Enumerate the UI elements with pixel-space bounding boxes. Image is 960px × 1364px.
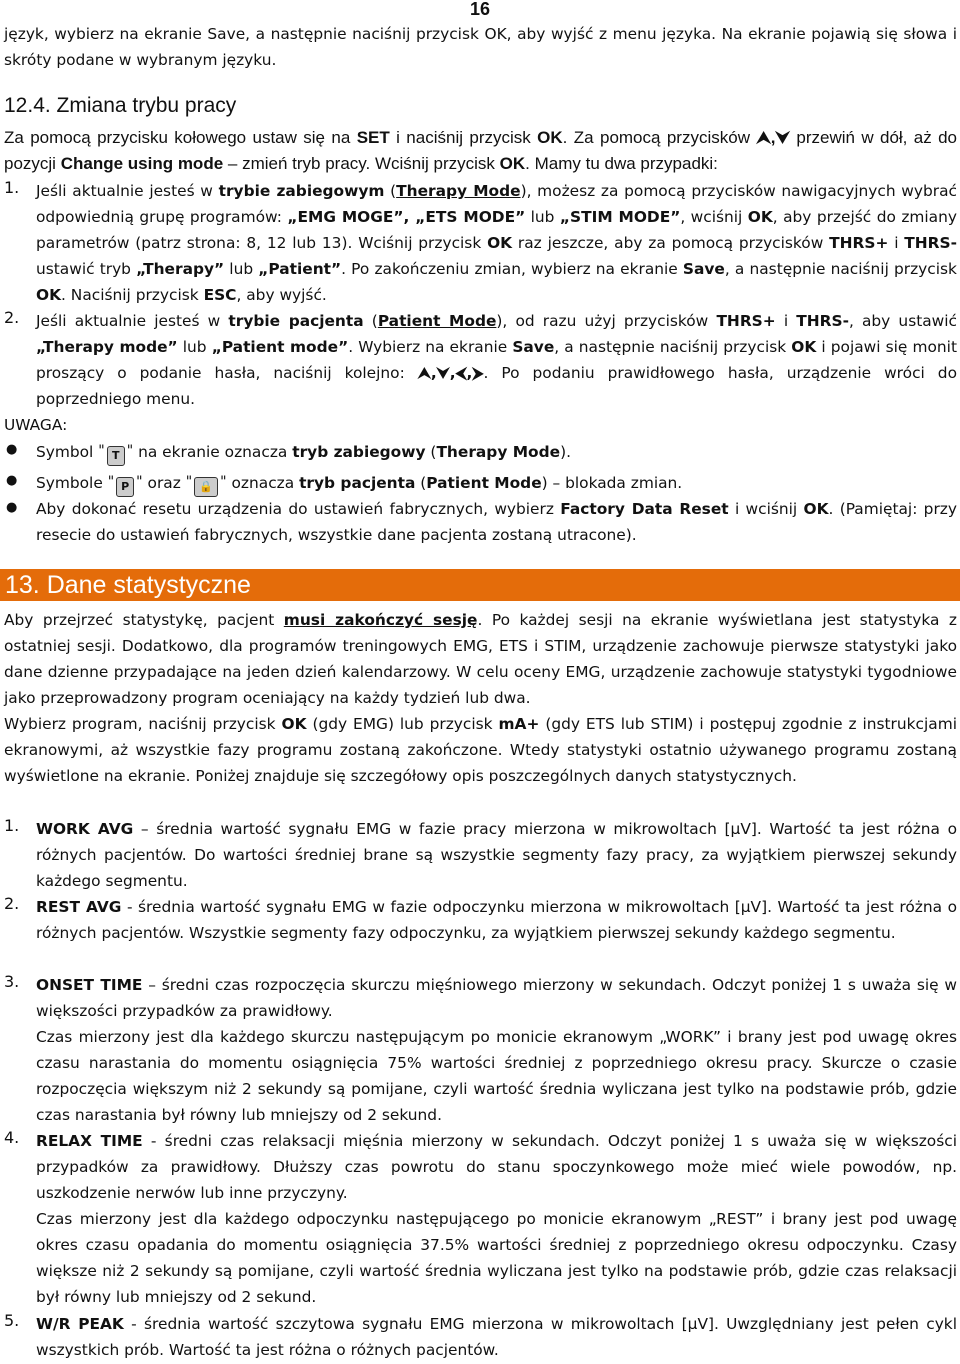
stats-item-number: 5. <box>4 1311 20 1330</box>
stats-paragraph-2: Wybierz program, naciśnij przycisk OK (gdy EMG) lub przycisk mA+ (gdy ETS lub STIM) i postępuj zgodnie z instrukcjami ekranowymi, aż wszystkie fazy programu zostaną zakończone. Wtedy statystyki ostatnio używanego programu zostaną wyświetlone na ekranie. Poniżej znajduje się szczegółowy opis poszczególnych danych statystycznych. <box>4 715 957 785</box>
bullet-icon: ● <box>6 442 18 457</box>
note-heading: UWAGA: <box>4 416 68 434</box>
arrow-up-down-icon: ⮝,⮟ <box>756 128 790 147</box>
stats-item-relax-time: RELAX TIME - średni czas relaksacji mięśnia mierzony w sekundach. Odczyt poniżej 1 s uważa się w większości przypadków za prawidłowy. Dłuższy czas powrotu do stanu spoczynkowego może mieć wiele powodów, np. uszkodzenie nerwów lub inne przyczyny. <box>36 1132 957 1202</box>
arrow-keys-icon: ⮝,⮟,⮜,⮞ <box>417 364 484 382</box>
section-heading-12-4: 12.4. Zmiana trybu pracy <box>4 94 237 117</box>
case-number: 2. <box>4 308 20 327</box>
stats-item-onset-time: ONSET TIME – średni czas rozpoczęcia skurczu mięśniowego mierzony w sekundach. Odczyt poniżej 1 s uważa się w większości przypadków za prawidłowy. <box>36 976 957 1020</box>
section-heading-13: 13. Dane statystyczne <box>5 571 251 599</box>
note-bullet-1: Symbol " T " na ekranie oznacza tryb zabiegowy (Therapy Mode). <box>36 438 957 466</box>
stats-item-relax-detail: Czas mierzony jest dla każdego odpoczynku następującego po monicie ekranowym „REST” i brany jest pod uwagę okres czasu opadania do momentu osiągnięcia 37.5% wartości średniej z poprzedniego okresu odpoczynku. Czasy większe niż 2 sekundy są pomijane, czyli wartość średnia wyliczana jest tylko na podstawie prób, gdzie czas relaksacji był równy lub mniejszy od 2 sekund. <box>36 1210 957 1306</box>
stats-item-number: 4. <box>4 1128 20 1147</box>
bullet-icon: ● <box>6 500 18 515</box>
case-2-text: Jeśli aktualnie jesteś w trybie pacjenta (Patient Mode), od razu użyj przycisków THRS+ i THRS-, aby ustawić „Therapy mode” lub „Patient mode”. Wybierz na ekranie Save, a następnie naciśnij przycisk OK i pojawi się monit proszący o podanie hasła, naciśnij kolejno: ⮝,⮟,⮜,⮞. Po podaniu prawidłowego hasła, urządzenie wróci do poprzedniego menu. <box>36 312 958 408</box>
stats-item-wr-peak: W/R PEAK - średnia wartość szczytowa sygnału EMG mierzona w mikrowoltach [μV]. Uwzględniany jest pełen cykl wszystkich prób. Wartość ta jest różna o różnych pacjentów. <box>36 1315 957 1359</box>
section-intro: Za pomocą przycisku kołowego ustaw się na SET i naciśnij przycisk OK. Za pomocą przycisków ⮝,⮟ przewiń w dół, aż do pozycji Change using mode – zmień tryb pracy. Wciśnij przycisk OK. Mamy tu dwa przypadki: <box>4 128 958 173</box>
page-number: 16 <box>469 0 491 19</box>
stats-item-number: 3. <box>4 972 20 991</box>
section-banner-13 <box>0 569 960 601</box>
note-bullet-3: Aby dokonać resetu urządzenia do ustawień fabrycznych, wybierz Factory Data Reset i wciśnij OK. (Pamiętaj: przy resecie do ustawień fabrycznych, wszystkie dane pacjenta zostaną utracone). <box>36 500 957 544</box>
stats-item-work-avg: WORK AVG – średnia wartość sygnału EMG w fazie pracy mierzona w mikrowoltach [μV]. Wartość ta jest różna o różnych pacjentów. Do wartości średniej brane są wszystkie segmenty fazy pracy, za wyjątkiem pierwszej sekundy każdego segmentu. <box>36 820 957 890</box>
top-paragraph: język, wybierz na ekranie Save, a następnie naciśnij przycisk OK, aby wyjść z menu języka. Na ekranie pojawią się słowa i skróty podane w wybranym języku. <box>4 25 957 69</box>
stats-item-number: 2. <box>4 894 20 913</box>
therapy-mode-icon: T <box>107 446 125 466</box>
lock-icon: 🔒 <box>194 477 218 497</box>
stats-item-onset-detail: Czas mierzony jest dla każdego skurczu następującym po monicie ekranowym „WORK” i brany jest pod uwagę okres czasu narastania do momentu osiągnięcia 75% wartości średniej z poprzedniego okresu pracy. Skurcze o czasie rozpoczęcia większym niż 2 sekundy są pomijane, czyli wartość średnia wyliczana jest tylko na podstawie prób, gdzie czas narastania był równy lub mniejszy od 2 sekund. <box>36 1028 957 1124</box>
bullet-icon: ● <box>6 473 18 488</box>
stats-item-number: 1. <box>4 816 20 835</box>
stats-paragraph-1: Aby przejrzeć statystykę, pacjent musi zakończyć sesję. Po każdej sesji na ekranie wyświetlana jest statystyka z ostatniej sesji. Dodatkowo, dla programów treningowych EMG, ETS i STIM, urządzenie zachowuje pierwsze statystyki jako dane dzienne przypadające na jeden dzień kalendarzowy. W celu oceny EMG, urządzenie zachowuje statystyki tygodniowe jako przeprowadzony program oceniający na każdy tydzień lub dwa. <box>4 611 957 707</box>
stats-item-rest-avg: REST AVG - średnia wartość sygnału EMG w fazie odpoczynku mierzona w mikrowoltach [μV]. Wartość ta jest różna o różnych pacjentów. Wszystkie segmenty fazy odpoczynku, za wyjątkiem pierwszej sekundy każdego segmentu. <box>36 898 957 942</box>
note-bullet-2: Symbole " P " oraz " 🔒 " oznacza tryb pacjenta (Patient Mode) – blokada zmian. <box>36 469 957 497</box>
case-number: 1. <box>4 178 20 197</box>
patient-mode-icon: P <box>116 477 134 497</box>
case-1-text: Jeśli aktualnie jesteś w trybie zabiegowym (Therapy Mode), możesz za pomocą przycisków nawigacyjnych wybrać odpowiednią grupę programów: „EMG MOGE”, „ETS MODE” lub „STIM MODE”, wciśnij OK, aby przejść do zmiany parametrów (patrz strona: 8, 12 lub 13). Wciśnij przycisk OK raz jeszcze, aby za pomocą przycisków THRS+ i THRS- ustawić tryb „Therapy” lub „Patient”. Po zakończeniu zmian, wybierz na ekranie Save, a następnie naciśnij przycisk OK. Naciśnij przycisk ESC, aby wyjść. <box>36 182 957 304</box>
